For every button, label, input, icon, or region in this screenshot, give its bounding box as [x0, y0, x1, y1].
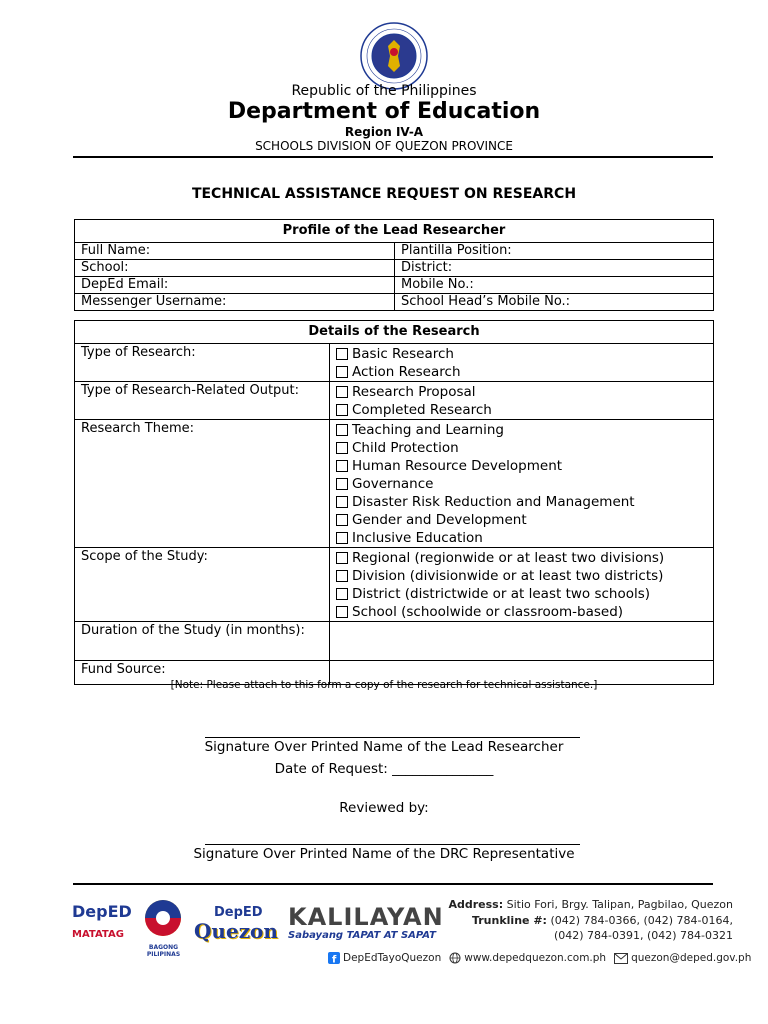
email-text: quezon@deped.gov.ph	[631, 952, 752, 964]
option-label: Governance	[352, 476, 434, 492]
option-label: Child Protection	[352, 440, 459, 456]
checkbox-icon[interactable]	[336, 514, 348, 526]
facebook-icon	[328, 952, 340, 964]
table-row	[75, 622, 714, 661]
trunkline-label: Trunkline #:	[471, 913, 547, 927]
checkbox-theme-gender[interactable]	[336, 511, 707, 529]
checkbox-scope-regional[interactable]	[336, 549, 707, 567]
option-label: Human Resource Development	[352, 458, 563, 474]
option-label: Action Research	[352, 364, 461, 380]
details-table	[74, 320, 714, 685]
checkbox-icon[interactable]	[336, 442, 348, 454]
scope-options	[330, 548, 714, 622]
checkbox-icon[interactable]	[336, 366, 348, 378]
duration-label: Duration of the Study (in months):	[75, 622, 330, 661]
checkbox-icon[interactable]	[336, 588, 348, 600]
messenger-username-field[interactable]: Messenger Username:	[75, 294, 395, 311]
signature-line-drc[interactable]	[205, 844, 580, 845]
reviewed-by-label: Reviewed by:	[339, 800, 429, 816]
checkbox-action-research[interactable]	[336, 363, 707, 381]
option-label: Disaster Risk Reduction and Management	[352, 494, 635, 510]
department-heading: Department of Education	[227, 99, 541, 124]
deped-quezon-top-text: DepED	[214, 905, 263, 920]
fund-source-label: Fund Source:	[75, 661, 330, 685]
date-of-request[interactable]: Date of Request: _______________	[274, 761, 494, 777]
table-row	[75, 420, 714, 548]
checkbox-icon[interactable]	[336, 478, 348, 490]
website-link[interactable]	[449, 952, 606, 964]
attachment-note: [Note: Please attach to this form a copy of the research for technical assistance.]	[170, 679, 598, 691]
checkbox-icon[interactable]	[336, 386, 348, 398]
output-type-label: Type of Research-Related Output:	[75, 382, 330, 420]
school-field[interactable]: School:	[75, 260, 395, 277]
checkbox-completed-research[interactable]	[336, 401, 707, 419]
checkbox-theme-hrd[interactable]	[336, 457, 707, 475]
footer-divider	[73, 883, 713, 885]
option-label: Division (divisionwide or at least two districts)	[352, 568, 664, 584]
option-label: Regional (regionwide or at least two divisions)	[352, 550, 665, 566]
full-name-field[interactable]: Full Name:	[75, 243, 395, 260]
signature-caption-researcher: Signature Over Printed Name of the Lead Researcher	[204, 739, 564, 755]
output-type-options	[330, 382, 714, 420]
table-row	[75, 243, 714, 260]
table-row	[75, 548, 714, 622]
checkbox-scope-division[interactable]	[336, 567, 707, 585]
bagong-pilipinas-logo	[136, 896, 191, 958]
checkbox-icon[interactable]	[336, 496, 348, 508]
email-link[interactable]	[614, 952, 751, 964]
option-label: Basic Research	[352, 346, 454, 362]
table-row	[75, 294, 714, 311]
details-heading: Details of the Research	[75, 321, 714, 344]
division-heading: SCHOOLS DIVISION OF QUEZON PROVINCE	[255, 139, 513, 153]
option-label: Completed Research	[352, 402, 492, 418]
address-label: Address:	[448, 898, 504, 911]
duration-input[interactable]	[330, 622, 714, 661]
checkbox-icon[interactable]	[336, 552, 348, 564]
mail-icon	[614, 953, 628, 964]
checkbox-theme-governance[interactable]	[336, 475, 707, 493]
checkbox-icon[interactable]	[336, 404, 348, 416]
kalilayan-subtext: Sabayang TAPAT AT SAPAT	[288, 930, 436, 941]
trunkline-value-2: (042) 784-0391, (042) 784-0321	[553, 929, 733, 942]
table-row	[75, 277, 714, 294]
option-label: Teaching and Learning	[352, 422, 504, 438]
checkbox-icon[interactable]	[336, 532, 348, 544]
svg-text:f: f	[332, 954, 337, 964]
profile-table	[74, 219, 714, 311]
checkbox-icon[interactable]	[336, 460, 348, 472]
checkbox-theme-teaching[interactable]	[336, 421, 707, 439]
type-of-research-options	[330, 344, 714, 382]
checkbox-basic-research[interactable]	[336, 345, 707, 363]
school-head-mobile-field[interactable]: School Head’s Mobile No.:	[395, 294, 714, 311]
form-title: TECHNICAL ASSISTANCE REQUEST ON RESEARCH	[191, 186, 577, 202]
globe-icon	[449, 952, 461, 964]
research-theme-label: Research Theme:	[75, 420, 330, 548]
bagong-pilipinas-text: BAGONG PILIPINAS	[146, 944, 181, 958]
deped-seal-logo	[360, 22, 428, 90]
region-heading: Region IV-A	[344, 125, 424, 139]
mobile-no-field[interactable]: Mobile No.:	[395, 277, 714, 294]
facebook-link[interactable]	[328, 952, 441, 964]
checkbox-scope-school[interactable]	[336, 603, 707, 621]
website-text: www.depedquezon.com.ph	[464, 952, 607, 964]
checkbox-icon[interactable]	[336, 424, 348, 436]
checkbox-scope-district[interactable]	[336, 585, 707, 603]
bagong-pilipinas-icon	[136, 896, 191, 940]
matatag-logo-text: MATATAG	[72, 929, 124, 940]
profile-heading: Profile of the Lead Researcher	[75, 220, 714, 243]
plantilla-position-field[interactable]: Plantilla Position:	[395, 243, 714, 260]
option-label: Inclusive Education	[352, 530, 483, 546]
signature-caption-drc: Signature Over Printed Name of the DRC Representative	[193, 846, 575, 862]
table-row	[75, 260, 714, 277]
deped-quezon-logo	[192, 905, 282, 949]
table-row	[75, 344, 714, 382]
deped-quezon-bottom-text: Quezon	[194, 919, 278, 943]
checkbox-theme-inclusive[interactable]	[336, 529, 707, 547]
kalilayan-logo	[288, 904, 458, 946]
district-field[interactable]: District:	[395, 260, 714, 277]
checkbox-icon[interactable]	[336, 348, 348, 360]
facebook-text: DepEdTayoQuezon	[343, 952, 442, 964]
checkbox-research-proposal[interactable]	[336, 383, 707, 401]
header-divider	[73, 156, 713, 158]
address-value: Sitio Fori, Brgy. Talipan, Pagbilao, Quezon	[506, 898, 733, 911]
deped-matatag-logo	[72, 902, 132, 949]
scope-label: Scope of the Study:	[75, 548, 330, 622]
research-theme-options	[330, 420, 714, 548]
deped-logo-text: DepED	[72, 902, 132, 921]
option-label: Research Proposal	[352, 384, 476, 400]
signature-line-researcher[interactable]	[205, 737, 580, 738]
type-of-research-label: Type of Research:	[75, 344, 330, 382]
trunkline-value-1: (042) 784-0366, (042) 784-0164,	[550, 913, 733, 927]
republic-heading: Republic of the Philippines	[291, 83, 477, 99]
option-label: Gender and Development	[352, 512, 527, 528]
checkbox-theme-drrm[interactable]	[336, 493, 707, 511]
option-label: School (schoolwide or classroom-based)	[352, 604, 624, 620]
checkbox-icon[interactable]	[336, 606, 348, 618]
address-block	[448, 897, 733, 944]
deped-email-field[interactable]: DepEd Email:	[75, 277, 395, 294]
checkbox-theme-child-protection[interactable]	[336, 439, 707, 457]
table-row	[75, 382, 714, 420]
option-label: District (districtwide or at least two schools)	[352, 586, 651, 602]
checkbox-icon[interactable]	[336, 570, 348, 582]
kalilayan-text: KALILAYAN	[288, 903, 444, 931]
contact-row	[328, 952, 751, 964]
